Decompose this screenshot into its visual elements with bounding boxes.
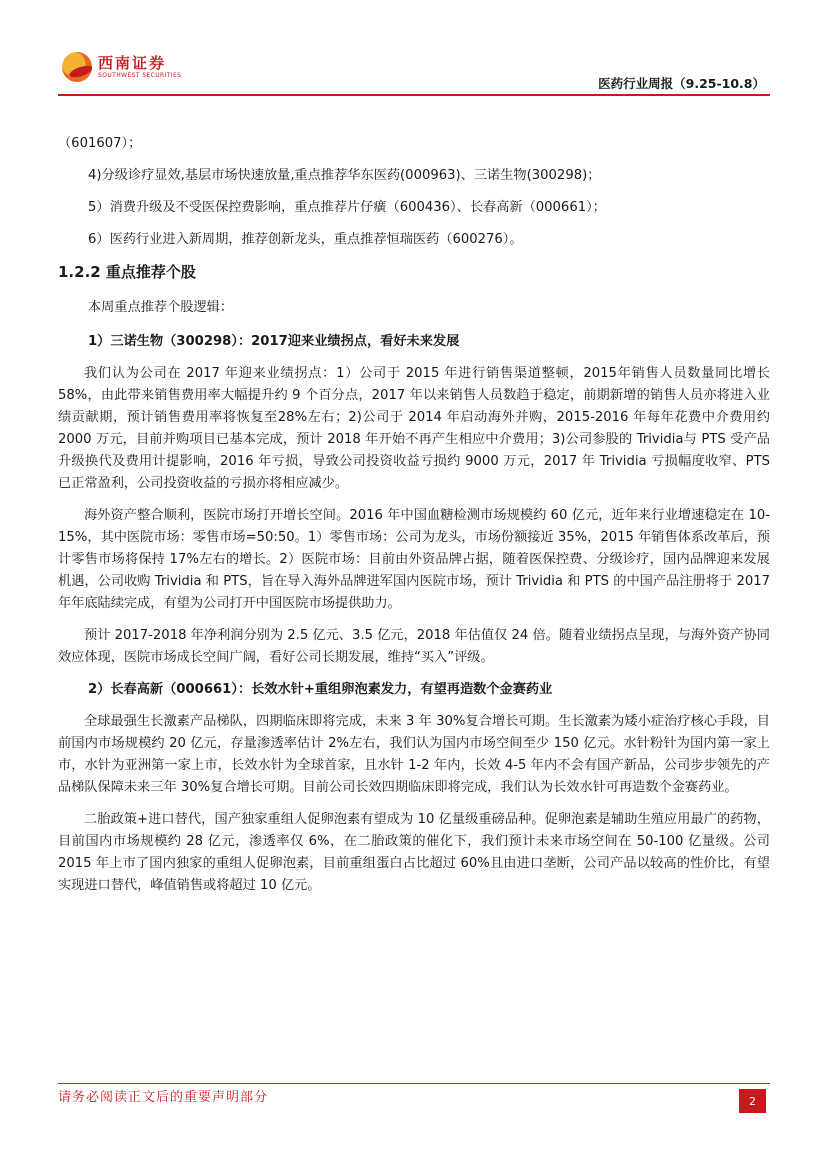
disclaimer-note: 请务必阅读正文后的重要声明部分: [58, 1090, 269, 1105]
list-item-4: 4)分级诊疗显效,基层市场快速放量,重点推荐华东医药(000963)、三诺生物(300298)；: [88, 168, 601, 183]
stock-1-paragraph-3: 预计 2017-2018 年净利润分别为 2.5 亿元、3.5 亿元，2018 年估值仅 24 倍。随着业绩拐点呈现，与海外资产协同效应体现，医院市场成长空间广阔，看好公司长期发展，维持“买入”评级。: [58, 628, 770, 665]
continued-line: （601607）；: [58, 136, 142, 151]
stock-2-title: 2）长春高新（000661）：长效水针+重组卵泡素发力，有望再造数个金赛药业: [88, 682, 553, 697]
list-item-6: 6）医药行业进入新周期，推荐创新龙头，重点推荐恒瑞医药（600276）。: [88, 232, 523, 247]
report-title: 医药行业周报（9.25-10.8）: [598, 76, 765, 91]
logo-english-name: SOUTHWEST SECURITIES: [98, 71, 182, 79]
logo-chinese-name: 西南证券: [98, 53, 167, 72]
page-header: [0, 0, 827, 100]
logo-emblem-icon: [62, 52, 92, 82]
stock-2-paragraph-1: 全球最强生长激素产品梯队，四期临床即将完成，未来 3 年 30%复合增长可期。生长激素为矮小症治疗核心手段，目前国内市场规模约 20 亿元，存量渗透率估计 2%左右，我们认为国内市场空间至少 150 亿元。水针粉针为国内第一家上市，水针为亚洲第一家上市，长效水针为全球首家，且水针 1-2 年内，长效 4-5 年内不会有国产新品，公司步步领先的产品梯队保障未来三年 30%复合增长可期。目前公司长效四期临床即将完成，我们认为长效水针可再造数个金赛药业。: [58, 714, 770, 795]
company-logo: [62, 50, 181, 84]
footer-divider: [58, 1083, 770, 1084]
section-heading: 1.2.2 重点推荐个股: [58, 263, 196, 281]
header-divider: [58, 94, 770, 96]
main-content: [58, 133, 770, 907]
stock-1-paragraph-1: 我们认为公司在 2017 年迎来业绩拐点：1）公司于 2015 年进行销售渠道整顿，2015年销售人员数量同比增长 58%，由此带来销售费用率大幅提升约 9 个百分点，2017 年以来销售人员数趋于稳定，前期新增的销售人员亦将进入业绩贡献期，预计销售费用率将恢复至28%左右；2)公司于 2014 年启动海外并购，2015-2016 年每年花费中介费用约 2000 万元，目前并购项目已基本完成，预计 2018 年开始不再产生相应中介费用；3)公司参股的 Trividia与 PTS 受产品升级换代及费用计提影响，2016 年亏损，导致公司投资收益亏损约 9000 万元，2017 年 Trividia 亏损幅度收窄、PTS 已正常盈利，公司投资收益的亏损亦将相应减少。: [58, 366, 770, 491]
stock-2-paragraph-2: 二胎政策+进口替代，国产独家重组人促卵泡素有望成为 10 亿量级重磅品种。促卵泡素是辅助生殖应用最广的药物，目前国内市场规模约 28 亿元，渗透率仅 6%，在二胎政策的催化下，我们预计未来市场空间在 50-100 亿量级。公司 2015 年上市了国内独家的重组人促卵泡素，目前重组蛋白占比超过 60%且由进口垄断，公司产品以较高的性价比，有望实现进口替代，峰值销售或将超过 10 亿元。: [58, 812, 770, 893]
stock-1-title: 1）三诺生物（300298）：2017迎来业绩拐点，看好未来发展: [88, 334, 460, 349]
stock-1-paragraph-2: 海外资产整合顺利，医院市场打开增长空间。2016 年中国血糖检测市场规模约 60 亿元，近年来行业增速稳定在 10-15%，其中医院市场：零售市场=50:50。1）零售市场：公司为龙头，市场份额接近 35%，2015 年销售体系改革后，预计零售市场将保持 17%左右的增长。2）医院市场：目前由外资品牌占据，随着医保控费、分级诊疗，国内品牌迎来发展机遇，公司收购 Trividia 和 PTS，旨在导入海外品牌进军国内医院市场，预计 Trividia 和 PTS 的中国产品注册将于 2017 年年底陆续完成，有望为公司打开中国医院市场提供助力。: [58, 508, 770, 611]
page-number: 2: [739, 1089, 766, 1113]
list-item-5: 5）消费升级及不受医保控费影响，重点推荐片仔癀（600436）、长春高新（000661）；: [88, 200, 606, 215]
logo-text: [98, 55, 181, 80]
logic-intro: 本周重点推荐个股逻辑：: [88, 300, 234, 315]
